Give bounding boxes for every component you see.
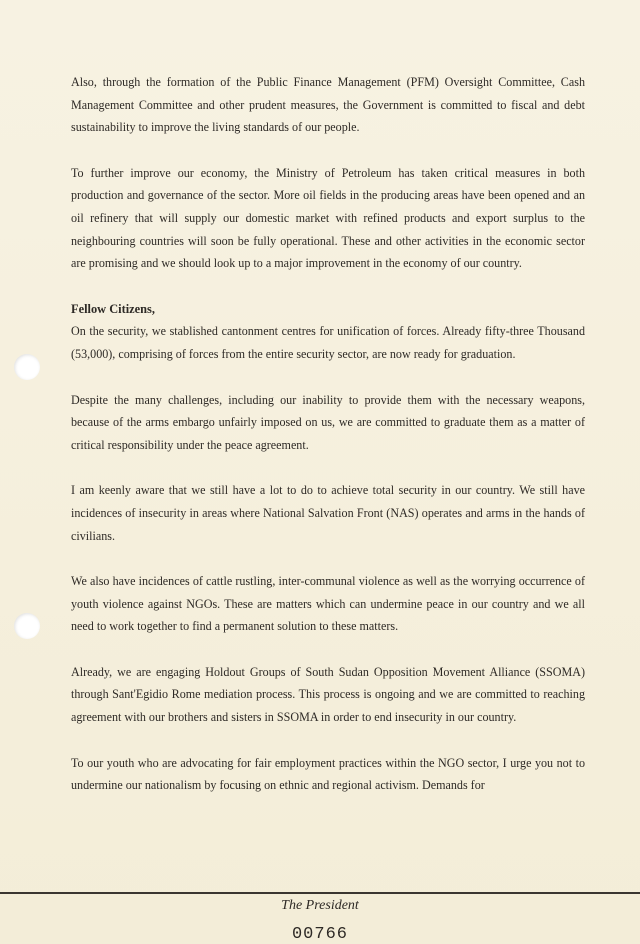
paragraph-youth: To our youth who are advocating for fair employment practices within the NGO sector, I urge you not to undermine our nationalism by focusing on ethnic and regional activism. Demands for	[71, 755, 585, 793]
paragraph-pfm: Also, through the formation of the Public Finance Management (PFM) Oversight Committee, Cash Management Committee and other prudent measures, the Government is committed to fiscal and debt sustainability to improve the living standards of our people.	[71, 75, 585, 135]
punch-hole	[14, 354, 40, 380]
footer-divider	[0, 892, 640, 894]
punch-hole	[14, 613, 40, 639]
paragraph-insecurity: I am keenly aware that we still have a lot to do to achieve total security in our country. We still have incidences of insecurity in areas where National Salvation Front (NAS) operates and arms in the hands of civilians.	[71, 483, 585, 543]
document-number: 00766	[291, 925, 348, 944]
paragraph-ssoma: Already, we are engaging Holdout Groups of South Sudan Opposition Movement Alliance (SSOMA) through Sant'Egidio Rome mediation process. This process is ongoing and we are committed to reaching agreement with our brothers and sisters in SSOMA in order to end insecurity in our country.	[71, 664, 585, 725]
paragraph-cattle-rustling: We also have incidences of cattle rustling, inter-communal violence as well as the worrying occurrence of youth violence against NGOs. These are matters which can undermine peace in our country and we all need to work together to find a permanent solution to these matters.	[71, 574, 585, 634]
footer-title: The President	[281, 898, 359, 913]
paragraph-challenges: Despite the many challenges, including our inability to provide them with the necessary weapons, because of the arms embargo unfairly imposed on us, we are committed to graduate them as a matter of critical responsibility under the peace agreement.	[71, 392, 585, 452]
paragraph-petroleum: To further improve our economy, the Ministry of Petroleum has taken critical measures in both production and governance of the sector. More oil fields in the producing areas have been opened and an oil refinery that will supply our domestic market with refined products and export surplus to the neighbouring countries will soon be fully operational. These and other activities in the economic sector are promising and we should look up to a major improvement in the economy of our country.	[71, 165, 585, 271]
salutation: Fellow Citizens,	[71, 301, 155, 316]
document-body	[71, 71, 585, 820]
paragraph-security: On the security, we stablished cantonment centres for unification of forces. Already fifty-three Thousand (53,000), comprising of forces from the entire security sector, are now ready for graduation.	[71, 324, 585, 361]
